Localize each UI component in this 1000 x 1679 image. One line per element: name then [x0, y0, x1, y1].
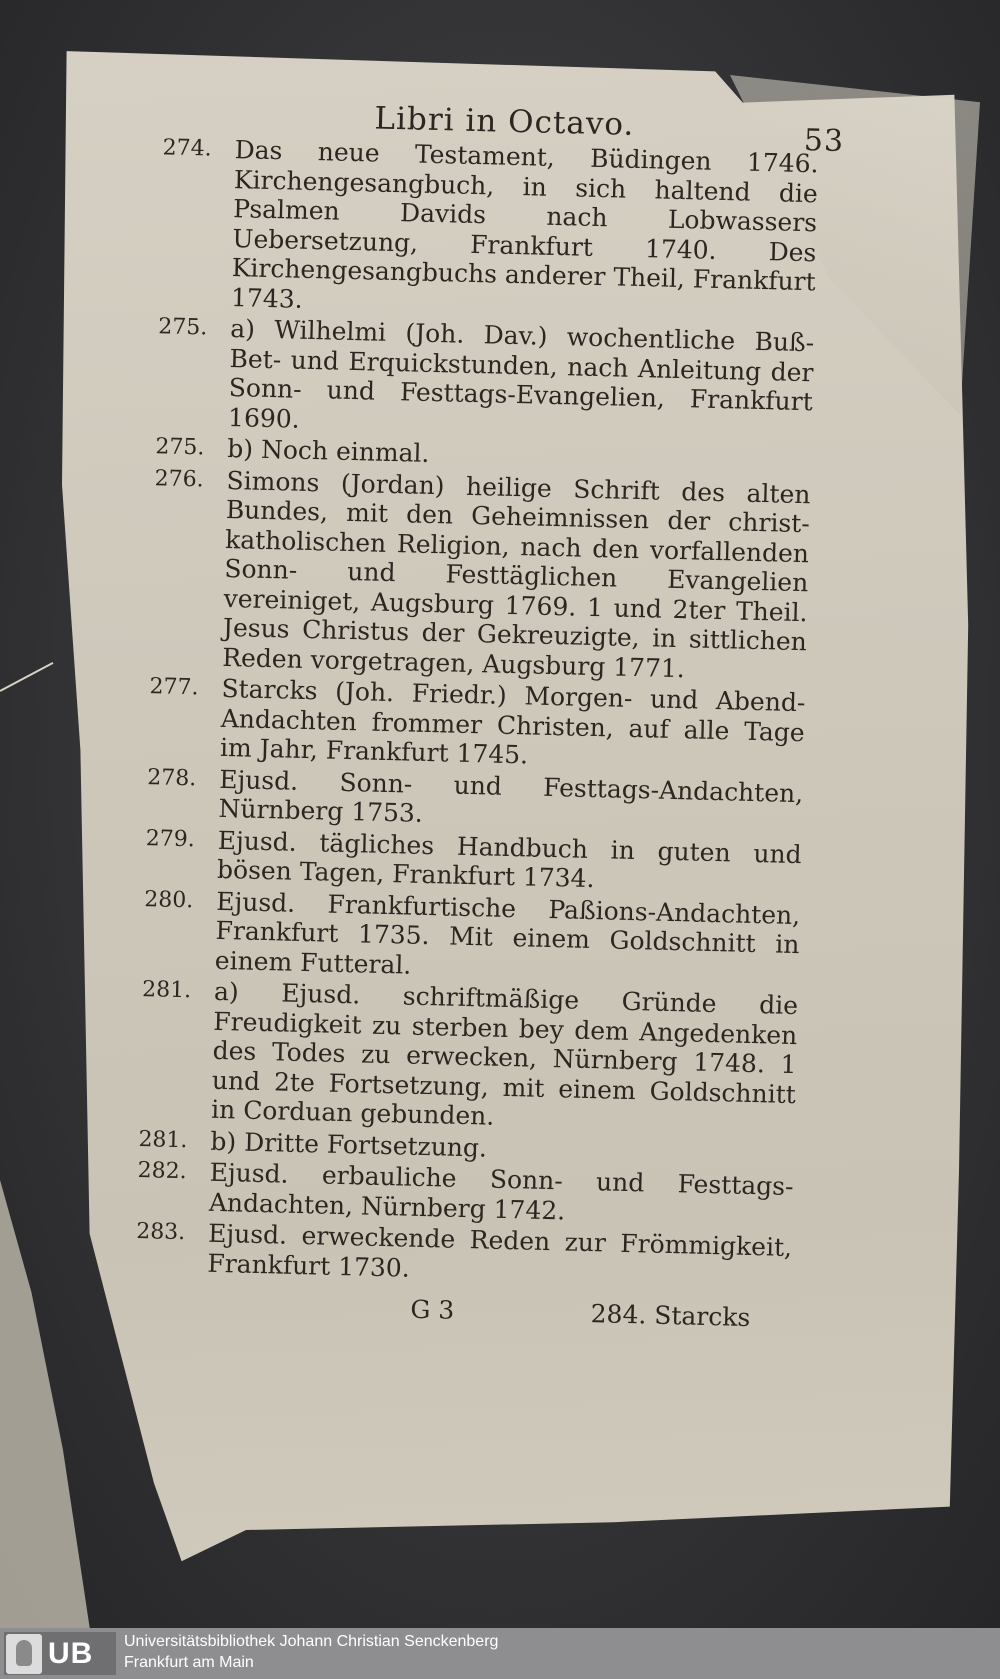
entry-number: 275.	[155, 434, 205, 461]
catalog-entry	[142, 312, 815, 446]
catalog-entry	[129, 884, 801, 989]
entry-text: Starcks (Joh. Friedr.) Morgen- und Abend-Andachten frommer Christen, auf alle Tage im Jahr, Frankfurt 1745.	[219, 673, 806, 770]
entry-text: b) Dritte Fortsetzung.	[210, 1126, 488, 1163]
entry-text: a) Ejusd. schriftmäßige Gründe die Freudigkeit zu sterben bey dem Angedenken des Todes zu erwecken, Nürnberg 1748. 1 und 2te Fortsetzung, mit einem Goldschnitt in Corduan gebunden.	[210, 976, 799, 1131]
entry-text: Ejusd. erweckende Reden zur Frömmigkeit, Frankfurt 1730.	[207, 1218, 793, 1283]
catalog-entry	[145, 133, 819, 326]
entry-text: Ejusd. erbauliche Sonn- und Festtags-Andachten, Nürnberg 1742.	[208, 1157, 794, 1225]
catalog-entry	[125, 975, 798, 1139]
library-footer	[0, 1628, 1000, 1679]
entry-number: 276.	[154, 465, 204, 492]
header-title: Libri in Octavo.	[374, 100, 635, 143]
entry-text: Ejusd. tägliches Handbuch in guten und bösen Tagen, Frankfurt 1734.	[216, 825, 803, 894]
portrait-emblem-icon	[6, 1634, 42, 1674]
signature-mark: G 3	[410, 1294, 455, 1325]
library-city: Frankfurt am Main	[124, 1654, 254, 1671]
entry-number: 281.	[141, 977, 192, 1004]
entry-text: a) Wilhelmi (Joh. Dav.) wochentliche Buß- Bet- und Erquickstunden, nach Anleitung der Sonn- und Festtags-Evangelien, Frankfurt 1690.	[227, 314, 815, 434]
entry-number: 277.	[149, 674, 199, 701]
catalog-entry	[134, 672, 806, 777]
entry-number: 279.	[145, 825, 196, 852]
logo-text: UB	[48, 1636, 94, 1670]
entry-text: Das neue Testament, Büdingen 1746. Kirchengesangbuch, in sich haltend die Psalmen Davids nach Lobwassers Uebersetzung, Frankfurt 1740. Des Kirchengesangbuchs anderer Theil, Frankfurt 1743.	[230, 135, 819, 314]
entry-number: 281.	[138, 1126, 188, 1153]
library-name: Universitätsbibliothek Johann Christian Senckenberg	[124, 1633, 499, 1650]
page-text	[120, 95, 845, 1344]
page-number: 53	[803, 122, 845, 159]
entry-number: 280.	[144, 886, 194, 913]
entry-number: 275.	[158, 314, 208, 341]
entry-number: 274.	[162, 135, 212, 162]
entry-number: 278.	[147, 764, 197, 791]
catchword: 284. Starcks	[590, 1299, 751, 1333]
entry-list	[121, 133, 819, 1292]
entry-text: Ejusd. Frankfurtische Paßions-Andachten, Frankfurt 1735. Mit einem Goldschnitt in einem Futteral.	[214, 886, 801, 980]
entry-number: 282.	[137, 1158, 187, 1185]
library-logo[interactable]	[4, 1632, 116, 1675]
entry-text: Ejusd. Sonn- und Festtags-Andachten, Nürnberg 1753.	[218, 764, 804, 828]
entry-text: Simons (Jordan) heilige Schrift des alten Bundes, mit den Geheimnissen der christ-katholischen Religion, nach den vorfallenden Sonn- und Festtäglichen Evangelien vereiniget, Augsburg 1769. 1 und 2ter Theil. Jesus Christus der Gekreuzigte, in sittlichen Reden vorgetragen, Augsburg 1771.	[221, 465, 811, 683]
entry-number: 283.	[135, 1219, 186, 1246]
entry-text: b) Noch einmal.	[227, 434, 430, 468]
catalog-entry	[136, 463, 811, 686]
